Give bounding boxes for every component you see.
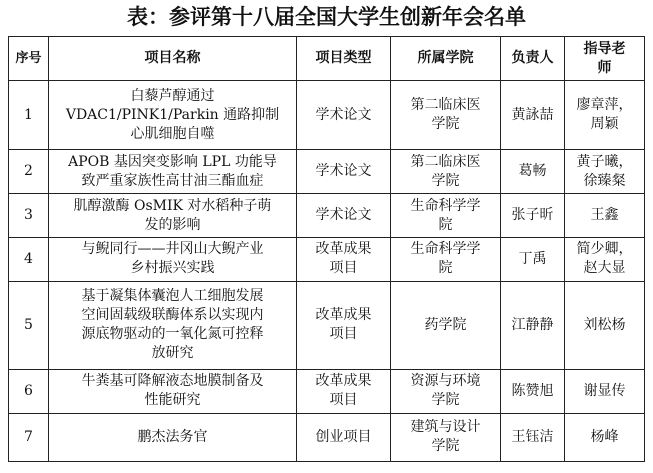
table-row — [9, 150, 645, 194]
table-row — [9, 369, 645, 413]
advisor-cell: 刘松杨 — [565, 281, 645, 369]
project-name-cell: 牛粪基可降解液态地膜制备及 性能研究 — [49, 369, 297, 413]
project-type-cell: 创业项目 — [297, 413, 391, 461]
college-cell: 第二临床医 学院 — [391, 150, 501, 194]
header-index: 序号 — [9, 37, 49, 81]
header-advisor: 指导老师 — [565, 37, 645, 81]
header-project-type: 项目类型 — [297, 37, 391, 81]
row-index: 5 — [9, 281, 49, 369]
project-name-cell: 肌醇激酶 OsMIK 对水稻种子萌 发的影响 — [49, 194, 297, 238]
header-college: 所属学院 — [391, 37, 501, 81]
table-row — [9, 194, 645, 238]
header-leader: 负责人 — [501, 37, 565, 81]
row-index: 7 — [9, 413, 49, 461]
advisor-cell: 谢显传 — [565, 369, 645, 413]
advisor-cell: 黄子曦， 徐臻粲 — [565, 150, 645, 194]
leader-cell: 王钰洁 — [501, 413, 565, 461]
college-cell: 药学院 — [391, 281, 501, 369]
project-name-cell: 基于凝集体囊泡人工细胞发展 空间固载级联酶体系以实现内 源底物驱动的一氧化氮可控释 放研究 — [49, 281, 297, 369]
table-row — [9, 281, 645, 369]
advisor-cell: 王鑫 — [565, 194, 645, 238]
leader-cell: 葛畅 — [501, 150, 565, 194]
project-type-cell: 改革成果 项目 — [297, 369, 391, 413]
row-index: 2 — [9, 150, 49, 194]
table-row — [9, 237, 645, 281]
advisor-cell: 简少卿， 赵大显 — [565, 237, 645, 281]
row-index: 4 — [9, 237, 49, 281]
project-name-cell: 与鲵同行——井冈山大鲵产业 乡村振兴实践 — [49, 237, 297, 281]
table-header-row — [9, 37, 645, 81]
row-index: 1 — [9, 81, 49, 150]
header-project-name: 项目名称 — [49, 37, 297, 81]
table-row — [9, 81, 645, 150]
advisor-cell: 杨峰 — [565, 413, 645, 461]
project-type-cell: 学术论文 — [297, 150, 391, 194]
document-title: 表：参评第十八届全国大学生创新年会名单 — [127, 4, 526, 29]
leader-cell: 陈赞旭 — [501, 369, 565, 413]
leader-cell: 黄詠喆 — [501, 81, 565, 150]
project-name-cell: APOB 基因突变影响 LPL 功能导 致严重家族性高甘油三酯血症 — [49, 150, 297, 194]
project-type-cell: 改革成果 项目 — [297, 281, 391, 369]
table-row — [9, 413, 645, 461]
project-name-cell: 白藜芦醇通过 VDAC1/PINK1/Parkin 通路抑制 心肌细胞自噬 — [49, 81, 297, 150]
college-cell: 资源与环境 学院 — [391, 369, 501, 413]
college-cell: 生命科学学 院 — [391, 237, 501, 281]
row-index: 3 — [9, 194, 49, 238]
project-type-cell: 学术论文 — [297, 194, 391, 238]
advisor-cell: 廖章萍， 周颖 — [565, 81, 645, 150]
project-type-cell: 改革成果 项目 — [297, 237, 391, 281]
project-type-cell: 学术论文 — [297, 81, 391, 150]
project-name-cell: 鹏杰法务官 — [49, 413, 297, 461]
college-cell: 第二临床医 学院 — [391, 81, 501, 150]
row-index: 6 — [9, 369, 49, 413]
candidate-table — [8, 36, 645, 462]
leader-cell: 张子昕 — [501, 194, 565, 238]
college-cell: 生命科学学 院 — [391, 194, 501, 238]
leader-cell: 丁禹 — [501, 237, 565, 281]
leader-cell: 江静静 — [501, 281, 565, 369]
college-cell: 建筑与设计 学院 — [391, 413, 501, 461]
